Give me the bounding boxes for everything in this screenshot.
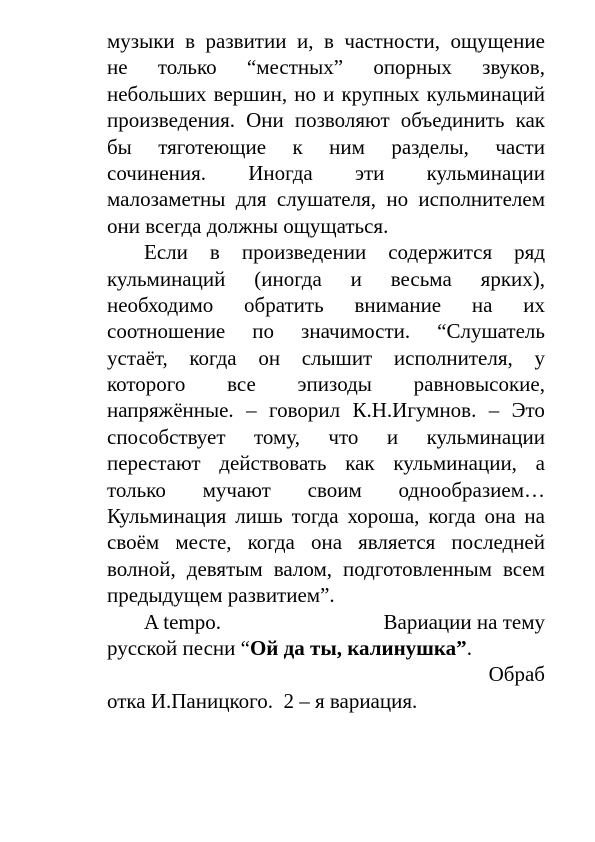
song-title: Ой да ты, калинушка”: [249, 635, 467, 660]
word: небольших: [107, 81, 207, 106]
word: однообразием…: [398, 477, 545, 502]
word: способствует: [107, 424, 226, 449]
text-line: [107, 266, 545, 292]
word: на: [471, 292, 493, 317]
word: является: [358, 530, 436, 555]
text-line: [107, 239, 545, 265]
text-line: [107, 54, 545, 80]
word: что: [328, 424, 359, 449]
word: как: [515, 108, 545, 133]
word: все: [227, 372, 256, 397]
word: развитии: [205, 29, 287, 53]
word: напряжённые.: [107, 398, 234, 423]
word: в: [323, 29, 334, 53]
word: части: [495, 134, 545, 159]
word: не: [107, 55, 128, 80]
word: эти: [354, 160, 385, 185]
word: (иногда: [254, 266, 322, 291]
text-line: [107, 556, 545, 582]
word: в: [185, 29, 196, 53]
word: опорных: [373, 55, 452, 80]
word: ним: [329, 134, 365, 159]
word: ярких),: [480, 266, 545, 291]
word: Кульминация: [107, 504, 227, 529]
word: валом,: [273, 556, 332, 581]
word: объединить: [400, 108, 505, 133]
text-line: [107, 292, 545, 318]
word: Они: [246, 108, 284, 133]
word: Если: [144, 240, 188, 265]
word: когда: [189, 345, 237, 370]
word: и,: [296, 29, 314, 53]
arrangement-line: [107, 661, 545, 687]
word: слушателя,: [276, 187, 377, 212]
word: звуков,: [482, 55, 545, 80]
arrangement-credit-line: [107, 688, 545, 714]
text-line: [107, 107, 545, 133]
text-line: [107, 160, 545, 186]
variations-heading: Вариации на тему: [383, 609, 545, 634]
song-suffix: .: [466, 635, 472, 660]
word: кульминации: [426, 160, 545, 185]
word: кульминации,: [393, 451, 517, 476]
word: разделы,: [391, 134, 469, 159]
word: соотношение: [107, 319, 226, 344]
document-page: [107, 28, 545, 714]
word: произведения.: [107, 108, 235, 133]
arrangement-credit: отка И.Паницкого. 2 – я вариация.: [107, 688, 418, 713]
word: кульминаций: [107, 266, 226, 291]
word: и: [386, 424, 399, 449]
word: “Слушатель: [437, 319, 545, 344]
word: вершин,: [213, 81, 288, 106]
word: бы: [107, 134, 132, 159]
word: содержится: [388, 240, 493, 265]
text-line: [107, 371, 545, 397]
word: необходимо: [107, 292, 214, 317]
word: но: [386, 187, 409, 212]
text-line: [107, 213, 545, 239]
word: когда: [247, 530, 295, 555]
word: исполнителя,: [393, 345, 513, 370]
word: значимости.: [301, 319, 411, 344]
word: частности,: [344, 29, 440, 53]
word: своём: [107, 530, 160, 555]
word: кульминации: [426, 424, 545, 449]
text-line: [107, 28, 545, 54]
word: “местных”: [246, 55, 344, 80]
word: по: [252, 319, 275, 344]
word: действовать: [219, 451, 327, 476]
word: которого: [107, 372, 186, 397]
text-line: [107, 582, 545, 608]
word: когда: [428, 504, 476, 529]
word: и: [323, 81, 335, 106]
word: весьма: [390, 266, 452, 291]
word: Это: [511, 398, 545, 423]
song-line: [107, 635, 545, 661]
song-prefix: русской песни “: [107, 635, 250, 660]
text-line: [107, 397, 545, 423]
word: и: [350, 266, 362, 291]
text-line: [107, 529, 545, 555]
word: –: [488, 398, 500, 423]
word: он: [258, 345, 281, 370]
word: говорил: [268, 398, 341, 423]
word: равновысокие,: [413, 372, 545, 397]
word: она: [310, 530, 343, 555]
word: музыки: [107, 29, 175, 53]
word: волной,: [107, 556, 176, 581]
word: устаёт,: [107, 345, 168, 370]
word: своим: [307, 477, 362, 502]
word: к: [292, 134, 303, 159]
word: крупных: [341, 81, 420, 106]
word: малозаметны: [107, 187, 226, 212]
text-line: [107, 318, 545, 344]
word: К.Н.Игумнов.: [352, 398, 477, 423]
text-line: [107, 345, 545, 371]
text-line: [107, 424, 545, 450]
word: сочинения.: [107, 160, 207, 185]
word: эпизоды: [297, 372, 372, 397]
word: как: [345, 451, 375, 476]
word: она: [484, 504, 516, 529]
word: а: [535, 451, 545, 476]
text-line: [107, 134, 545, 160]
word: в: [209, 240, 220, 265]
word: –: [246, 398, 257, 423]
line-text: предыдущем развитием”.: [107, 583, 335, 608]
word: их: [523, 292, 545, 317]
word: обратить: [244, 292, 324, 317]
word: месте,: [175, 530, 232, 555]
word: исполнителем: [418, 187, 545, 212]
body-text: [107, 28, 545, 609]
text-line: [107, 477, 545, 503]
tempo-marking: A tempo.: [144, 609, 221, 634]
word: ощущение: [450, 29, 545, 53]
word: на: [524, 504, 545, 529]
word: кульминаций: [426, 81, 545, 106]
word: перестают: [107, 451, 201, 476]
word: подготовленным: [343, 556, 492, 581]
text-line: [107, 81, 545, 107]
word: хороша,: [347, 504, 420, 529]
text-line: [107, 186, 545, 212]
word: тому,: [254, 424, 300, 449]
word: мучают: [202, 477, 271, 502]
word: внимание: [354, 292, 442, 317]
line-text: они всегда должны ощущаться.: [107, 213, 389, 238]
word: только: [157, 55, 217, 80]
word: позволяют: [294, 108, 390, 133]
word: тогда: [291, 504, 339, 529]
word: у: [534, 345, 545, 370]
word: Иногда: [248, 160, 313, 185]
word: всем: [502, 556, 545, 581]
word: ряд: [514, 240, 545, 265]
word: лишь: [235, 504, 283, 529]
word: слышит: [301, 345, 373, 370]
tempo-line: [107, 609, 545, 635]
arrangement-fragment: Обраб: [488, 662, 545, 687]
word: тяготеющие: [158, 134, 267, 159]
word: девятым: [186, 556, 263, 581]
word: но: [294, 81, 316, 106]
text-line: [107, 503, 545, 529]
word: последней: [451, 530, 545, 555]
word: для: [235, 187, 267, 212]
word: произведении: [241, 240, 367, 265]
text-line: [107, 450, 545, 476]
word: только: [107, 477, 166, 502]
